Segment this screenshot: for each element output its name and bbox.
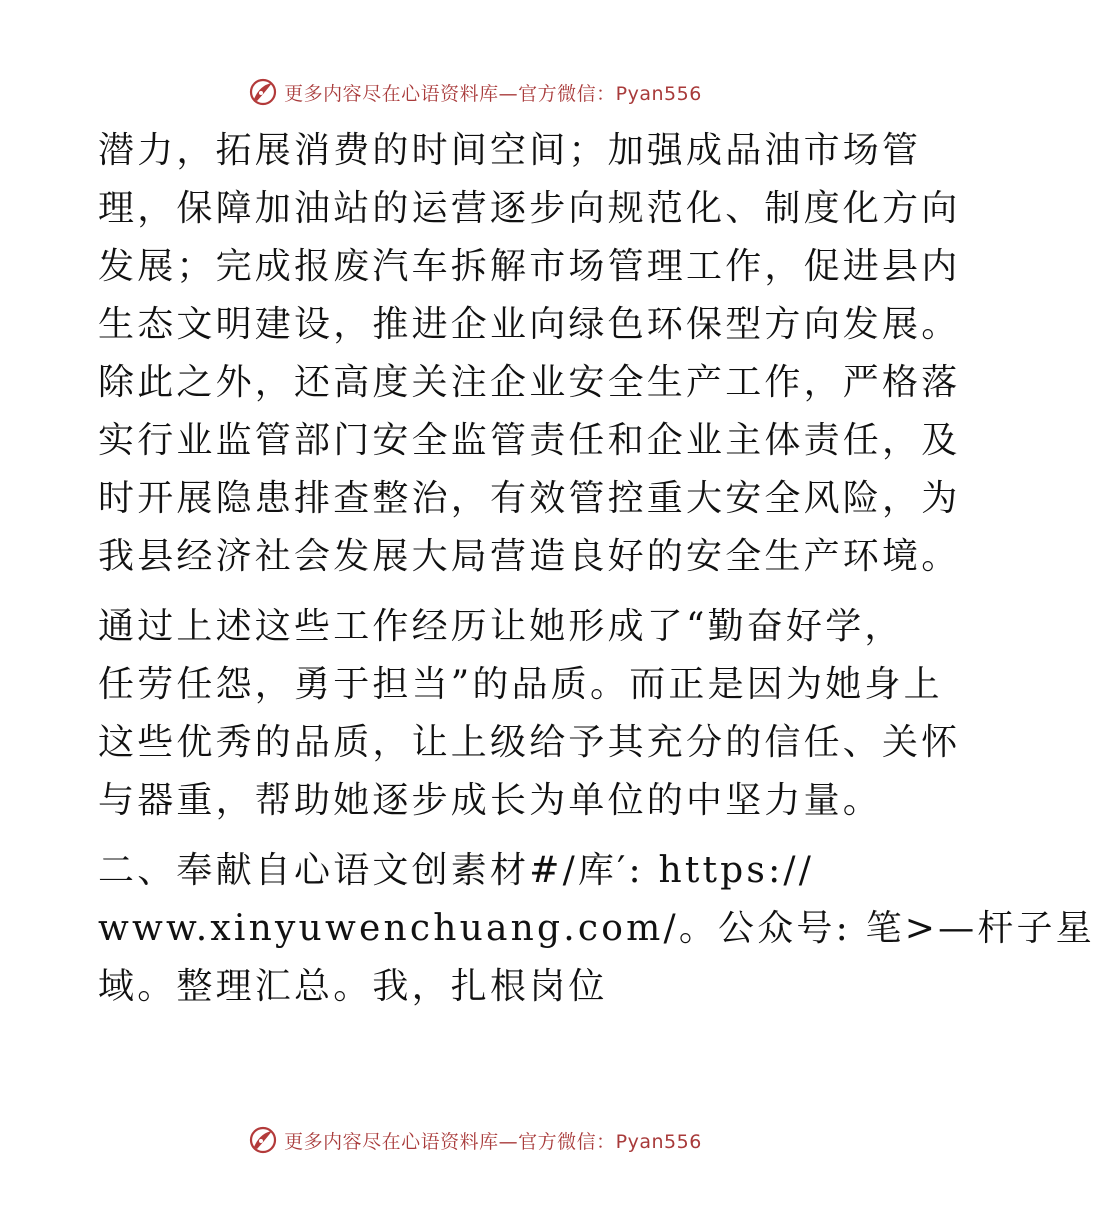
paragraph-gap [98, 586, 868, 598]
text-line: 与器重，帮助她逐步成长为单位的中坚力量。 [98, 780, 883, 821]
footer-watermark-text: 更多内容尽在心语资料库—官方微信：Pyan556 [284, 1130, 702, 1153]
header-watermark-banner [0, 72, 950, 112]
paragraph-3 [98, 842, 1095, 1016]
text-line: 二、奉献自心语文创素材#/库′: https:// [98, 850, 815, 891]
text-line: 理，保障加油站的运营逐步向规范化、制度化方向 [98, 188, 961, 229]
paragraph-gap [98, 830, 868, 842]
text-line: 域。整理汇总。我，扎根岗位 [98, 966, 608, 1007]
text-line: 发展；完成报废汽车拆解市场管理工作，促进县内 [98, 246, 961, 287]
pen-logo-icon [248, 1125, 278, 1155]
text-line: 时开展隐患排查整治，有效管控重大安全风险，为 [98, 478, 961, 519]
paragraph-2 [98, 598, 961, 830]
text-line: 潜力，拓展消费的时间空间；加强成品油市场管 [98, 130, 922, 171]
text-line: 除此之外，还高度关注企业安全生产工作，严格落 [98, 362, 961, 403]
pen-logo-icon [248, 77, 278, 107]
paragraph-1 [98, 122, 961, 586]
document-body [98, 122, 1095, 1016]
header-watermark-text: 更多内容尽在心语资料库—官方微信：Pyan556 [284, 82, 702, 105]
footer-watermark-banner [0, 1120, 950, 1160]
text-line: 我县经济社会发展大局营造良好的安全生产环境。 [98, 536, 961, 577]
text-line: 生态文明建设，推进企业向绿色环保型方向发展。 [98, 304, 961, 345]
text-line: 通过上述这些工作经历让她形成了“勤奋好学， [98, 606, 904, 647]
text-line: 任劳任怨，勇于担当”的品质。而正是因为她身上 [98, 664, 943, 705]
text-line: 这些优秀的品质，让上级给予其充分的信任、关怀 [98, 722, 961, 763]
text-line: 实行业监管部门安全监管责任和企业主体责任，及 [98, 420, 961, 461]
text-line: www.xinyuwenchuang.com/。公众号: 笔>—杆子星 [98, 908, 1095, 949]
